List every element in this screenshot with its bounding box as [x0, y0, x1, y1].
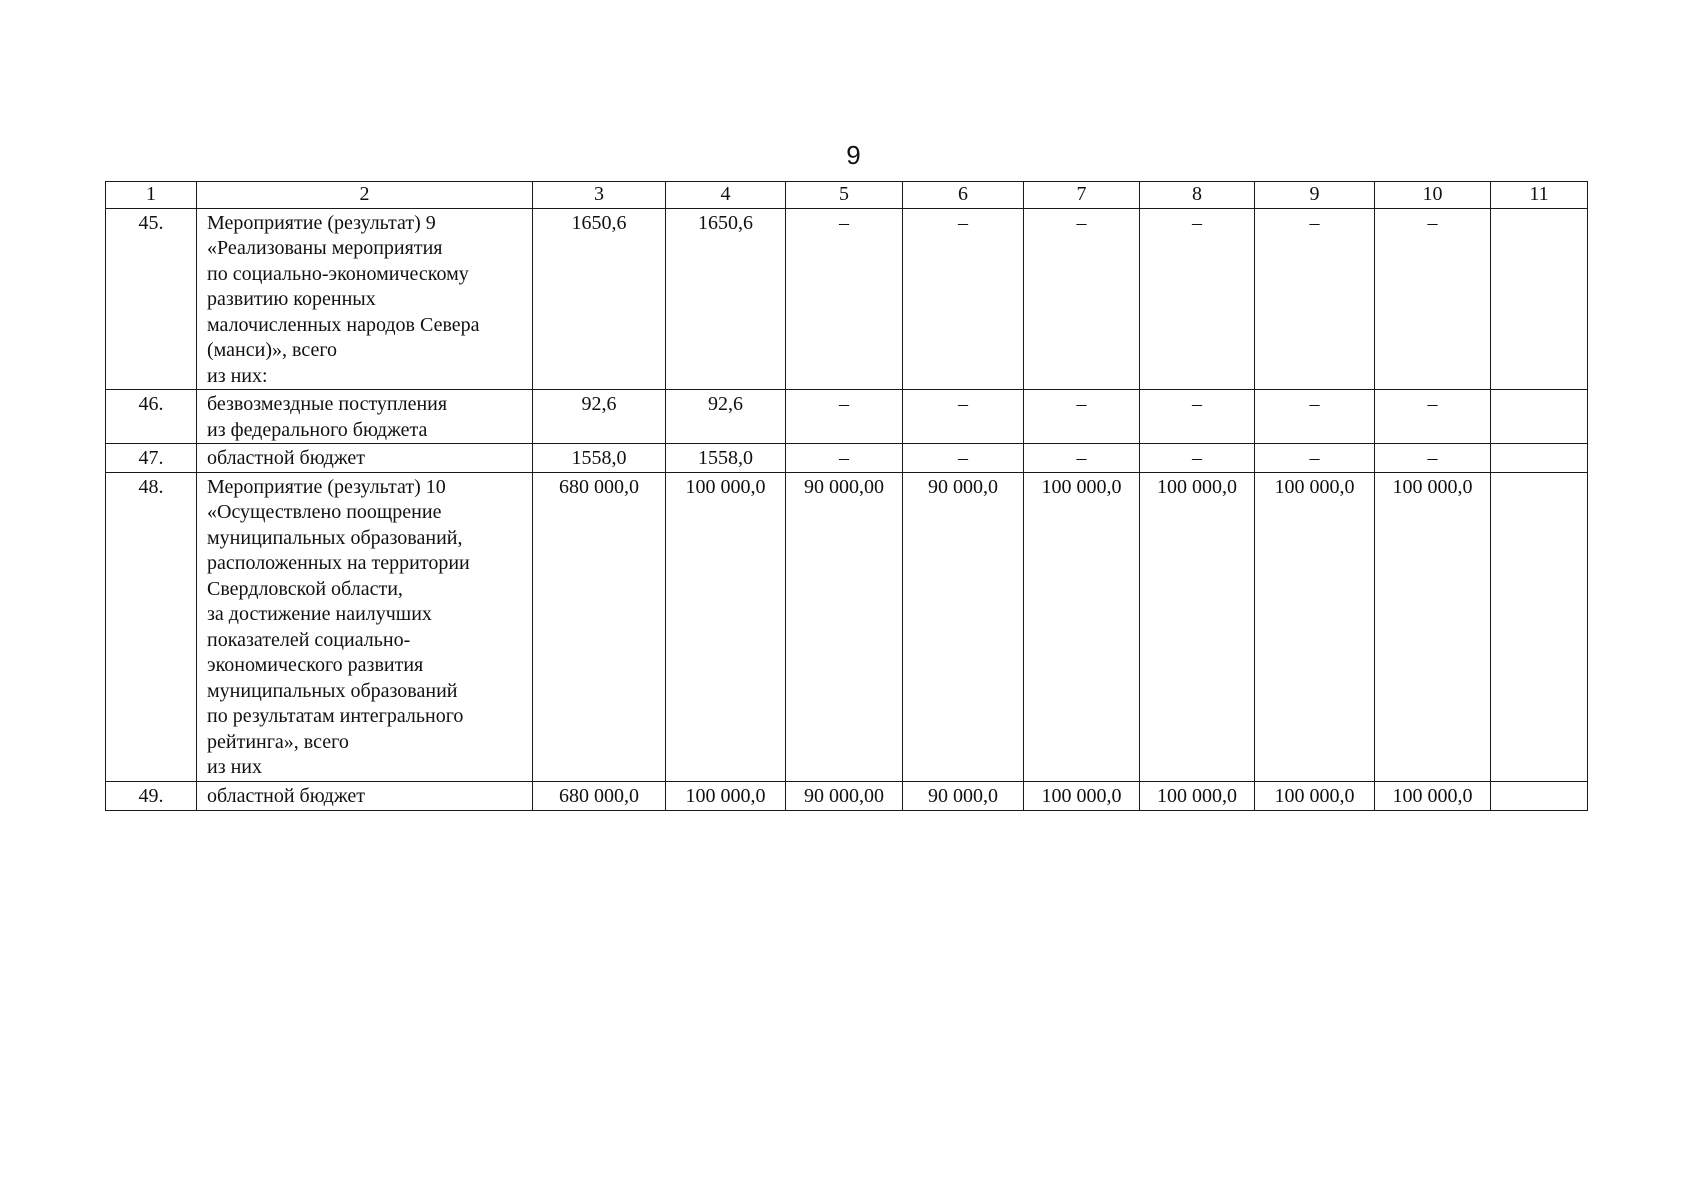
row-number: 48. [106, 472, 197, 781]
row-name-line: расположенных на территории [207, 552, 470, 574]
value-cell [1491, 390, 1588, 444]
value-cell: – [1375, 390, 1491, 444]
value-cell: 100 000,0 [666, 781, 786, 810]
row-name [197, 444, 533, 473]
value-cell: 680 000,0 [533, 781, 666, 810]
value-cell: 90 000,0 [903, 472, 1024, 781]
row-name [197, 472, 533, 781]
row-name-line: Свердловской области, [207, 577, 403, 600]
row-name-line: областной бюджет [207, 447, 366, 469]
row-number: 45. [106, 208, 197, 390]
table-header-row [106, 182, 1588, 209]
row-name-line: показателей социально- [207, 628, 411, 651]
table-row [106, 390, 1588, 444]
value-cell: 1650,6 [533, 208, 666, 390]
row-name-line: рейтинга», всего [207, 730, 349, 753]
value-cell: – [1024, 390, 1140, 444]
value-cell: – [1255, 444, 1375, 473]
value-cell: – [1024, 208, 1140, 390]
table-row [106, 472, 1588, 781]
row-name-line: областной бюджет [207, 784, 366, 807]
row-name-line: из них [207, 756, 263, 778]
row-name-line: Мероприятие (результат) 10 [207, 475, 446, 498]
value-cell: – [786, 444, 903, 473]
value-cell: 100 000,0 [1140, 781, 1255, 810]
column-header: 5 [786, 182, 903, 209]
column-header: 11 [1491, 182, 1588, 209]
value-cell: 90 000,0 [903, 781, 1024, 810]
value-cell: – [1375, 444, 1491, 473]
value-cell: – [1255, 208, 1375, 390]
value-cell: – [1255, 390, 1375, 444]
column-header: 10 [1375, 182, 1491, 209]
row-name-line: «Осуществлено поощрение [207, 501, 442, 523]
row-name-line: из федерального бюджета [207, 418, 428, 441]
column-header: 9 [1255, 182, 1375, 209]
row-name [197, 390, 533, 444]
value-cell: 100 000,0 [666, 472, 786, 781]
value-cell: – [903, 208, 1024, 390]
column-header: 1 [106, 182, 197, 209]
value-cell: 92,6 [533, 390, 666, 444]
column-header: 7 [1024, 182, 1140, 209]
table-row [106, 208, 1588, 390]
value-cell: 90 000,00 [786, 472, 903, 781]
value-cell: 100 000,0 [1375, 472, 1491, 781]
value-cell: – [1375, 208, 1491, 390]
budget-table [105, 181, 1588, 811]
value-cell: 100 000,0 [1255, 781, 1375, 810]
row-name [197, 781, 533, 810]
value-cell: – [786, 208, 903, 390]
column-header: 4 [666, 182, 786, 209]
row-name-line: по результатам интегрального [207, 705, 464, 727]
row-name-line: из них: [207, 364, 268, 387]
row-name-line: по социально-экономическому [207, 262, 469, 285]
value-cell: 100 000,0 [1255, 472, 1375, 781]
table-row [106, 444, 1588, 473]
row-number: 49. [106, 781, 197, 810]
row-name-line: развитию коренных [207, 288, 376, 310]
value-cell: 100 000,0 [1024, 781, 1140, 810]
value-cell: 90 000,00 [786, 781, 903, 810]
row-name-line: Мероприятие (результат) 9 [207, 211, 436, 234]
value-cell: 100 000,0 [1140, 472, 1255, 781]
value-cell [1491, 781, 1588, 810]
row-name-line: экономического развития [207, 654, 424, 676]
value-cell: – [903, 444, 1024, 473]
row-number: 46. [106, 390, 197, 444]
column-header: 3 [533, 182, 666, 209]
value-cell: 680 000,0 [533, 472, 666, 781]
value-cell: 1650,6 [666, 208, 786, 390]
row-name-line: муниципальных образований, [207, 526, 463, 549]
value-cell: – [1140, 208, 1255, 390]
row-name-line: безвозмездные поступления [207, 393, 448, 415]
value-cell: 100 000,0 [1024, 472, 1140, 781]
value-cell: – [903, 390, 1024, 444]
value-cell: – [786, 390, 903, 444]
value-cell: 92,6 [666, 390, 786, 444]
row-number: 47. [106, 444, 197, 473]
value-cell: 1558,0 [666, 444, 786, 473]
value-cell [1491, 208, 1588, 390]
row-name [197, 208, 533, 390]
value-cell: 1558,0 [533, 444, 666, 473]
value-cell: – [1140, 444, 1255, 473]
table-row [106, 781, 1588, 810]
row-name-line: муниципальных образований [207, 679, 458, 702]
value-cell: – [1140, 390, 1255, 444]
value-cell: – [1024, 444, 1140, 473]
row-name-line: (манси)», всего [207, 339, 338, 361]
value-cell [1491, 472, 1588, 781]
row-name-line: «Реализованы мероприятия [207, 237, 443, 259]
column-header: 2 [197, 182, 533, 209]
row-name-line: малочисленных народов Севера [207, 313, 480, 336]
page-number: 9 [846, 140, 861, 170]
value-cell: 100 000,0 [1375, 781, 1491, 810]
column-header: 8 [1140, 182, 1255, 209]
row-name-line: за достижение наилучших [207, 603, 432, 625]
column-header: 6 [903, 182, 1024, 209]
value-cell [1491, 444, 1588, 473]
